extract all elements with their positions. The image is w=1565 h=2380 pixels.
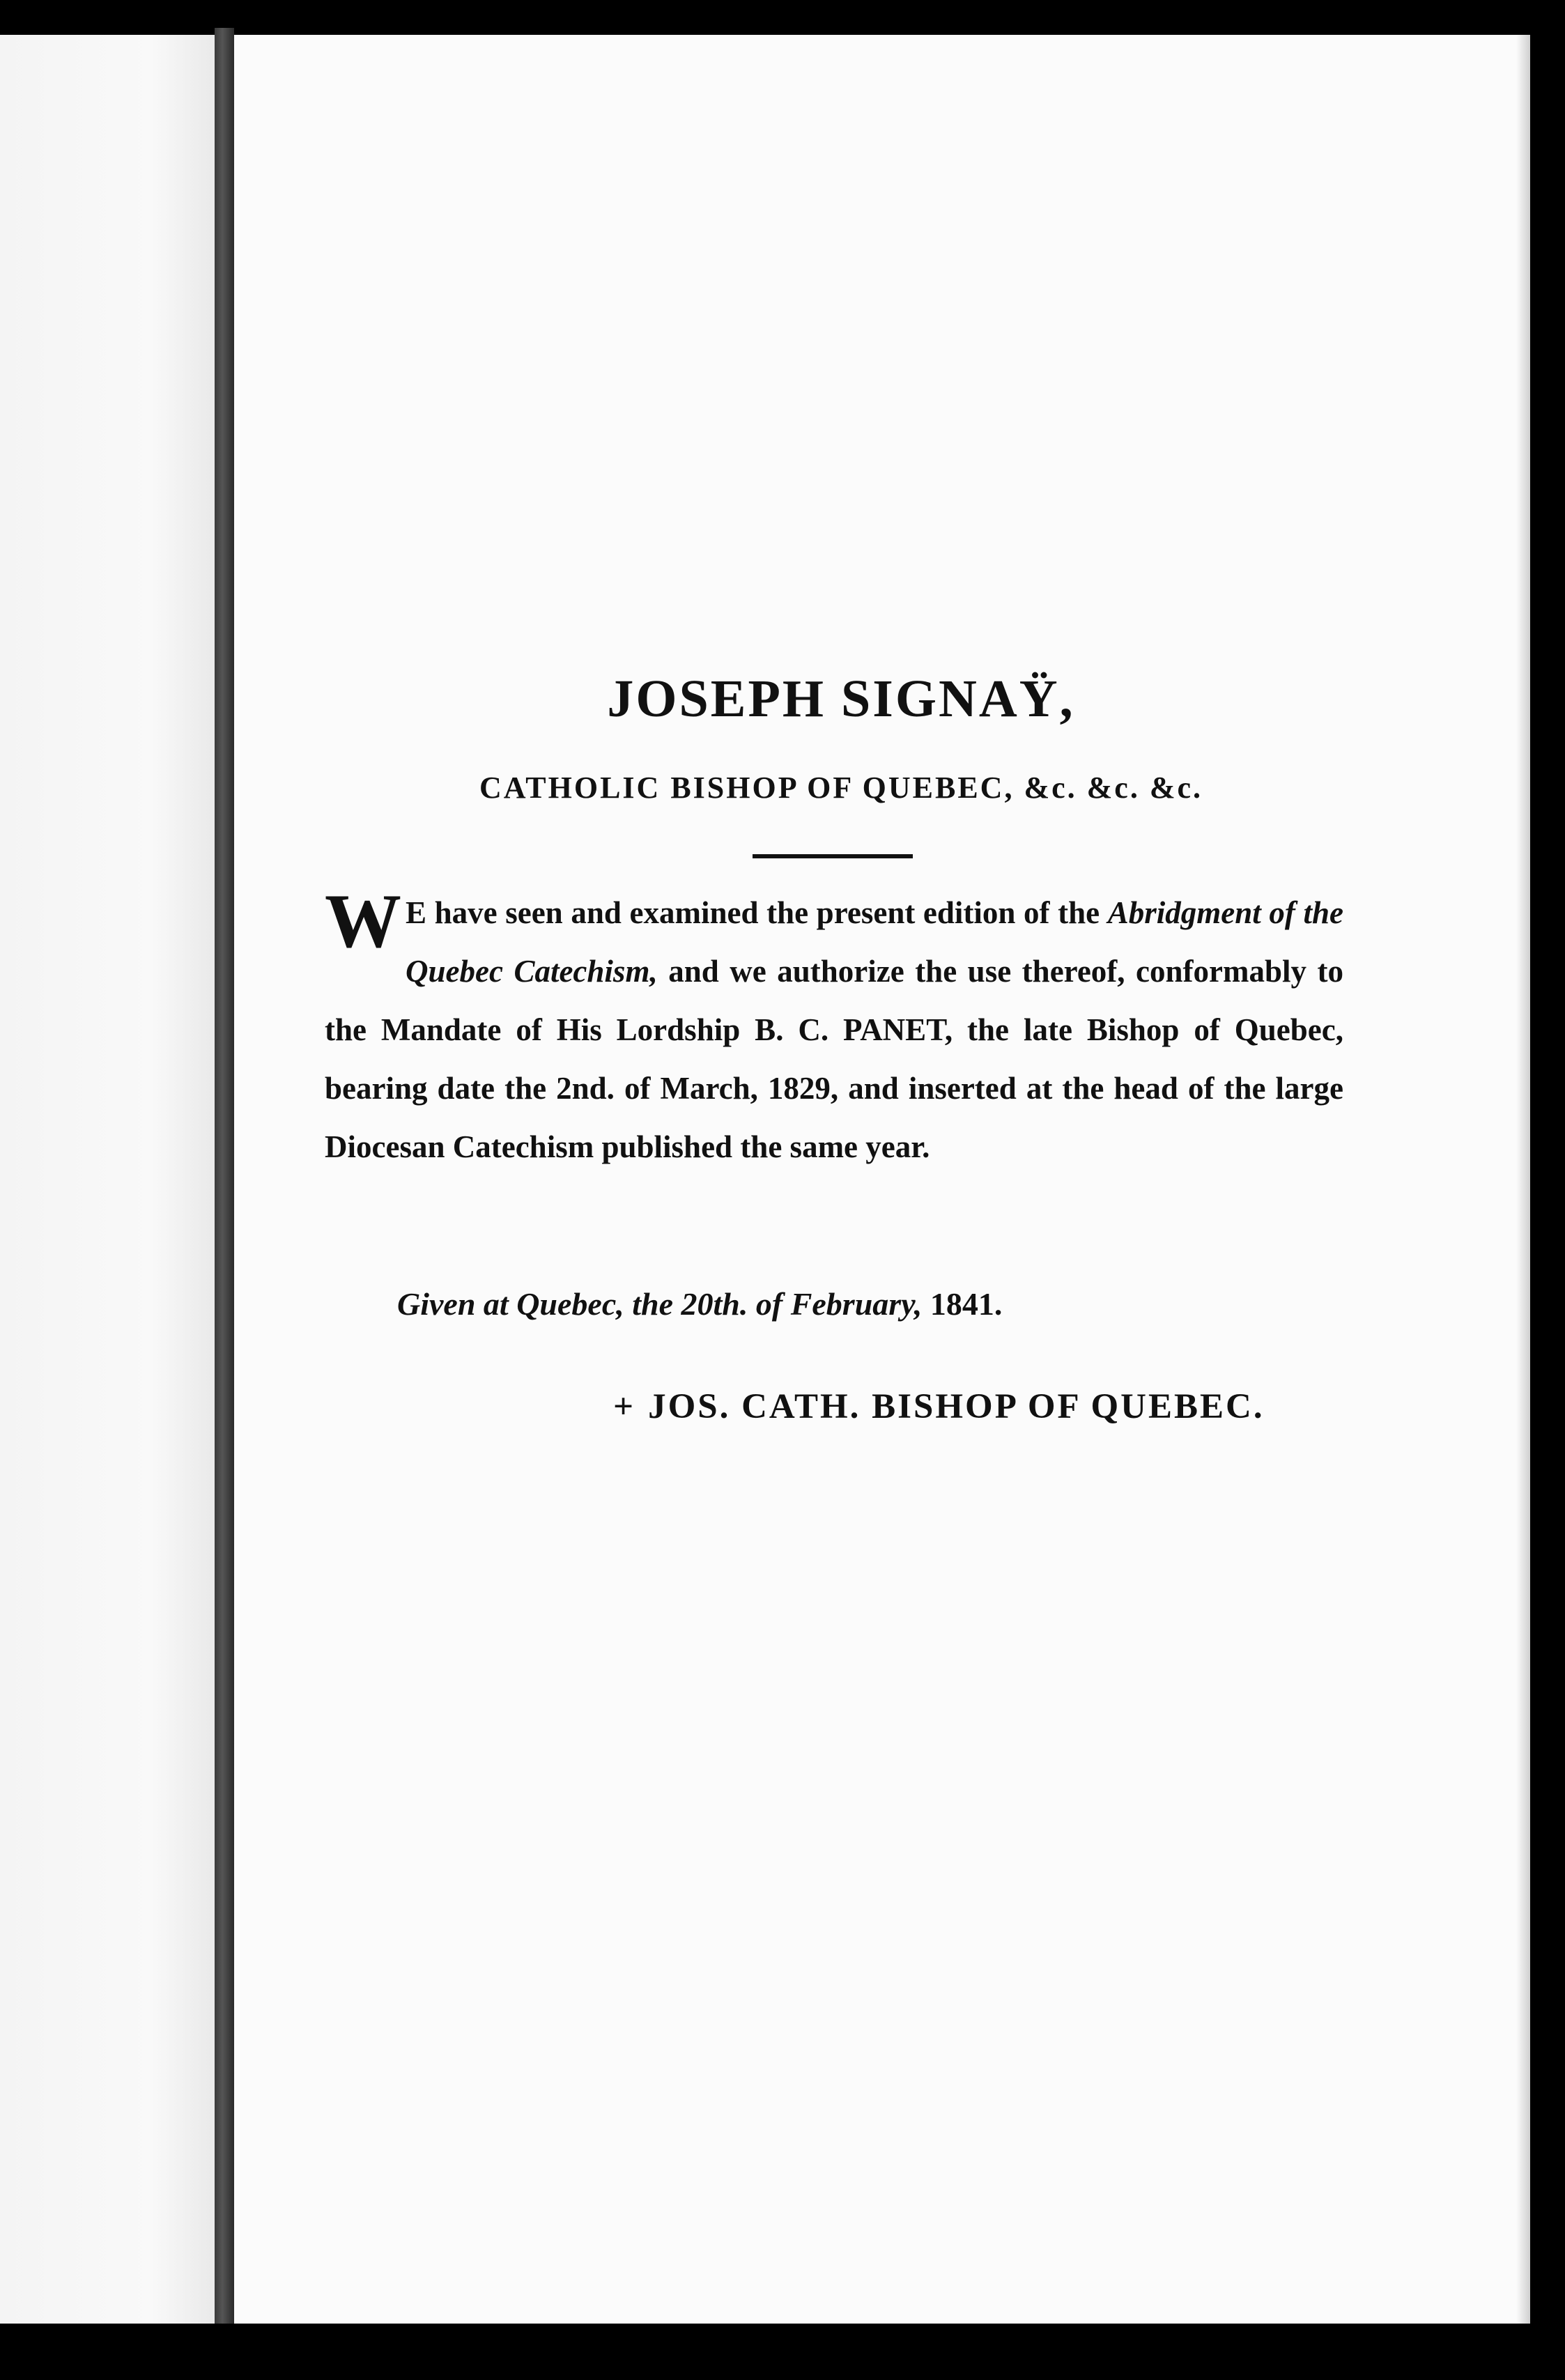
scan-frame-top [0, 0, 1565, 35]
cross-symbol: + [613, 1387, 636, 1426]
page [234, 35, 1530, 2324]
paragraph-text-2: and we authorize the use thereof, conformably to the Mandate of His Lordship B. C. PANET, the late Bishop of Quebec, bearing date the 2nd. of March, 1829, and inserted at the head of the large Diocesan Catechism published the same year. [325, 954, 1343, 1164]
paragraph-text-1: E have seen and examined the present edition of the [406, 895, 1108, 930]
signature-text: JOS. CATH. BISHOP OF QUEBEC. [648, 1387, 1265, 1426]
given-date-line [397, 1285, 1002, 1322]
drop-cap: W [325, 879, 401, 964]
signature-line [613, 1386, 1265, 1427]
scan-frame-right [1530, 0, 1565, 2380]
given-date-text: Given at Quebec, the 20th. of February, [397, 1286, 923, 1322]
paragraph-book-title: Abridgment of the Quebec Catechism, [406, 895, 1343, 989]
scan-frame-bottom [0, 2324, 1565, 2380]
page-title: JOSEPH SIGNAŸ, [607, 670, 1075, 728]
divider-rule [753, 854, 913, 858]
page-subtitle: CATHOLIC BISHOP OF QUEBEC, &c. &c. &c. [479, 771, 1203, 805]
given-year: 1841. [922, 1286, 1003, 1322]
previous-page-edge [0, 35, 216, 2324]
book-gutter [215, 28, 234, 2327]
page-right-edge [1516, 35, 1530, 2324]
approval-paragraph [325, 879, 1343, 1176]
